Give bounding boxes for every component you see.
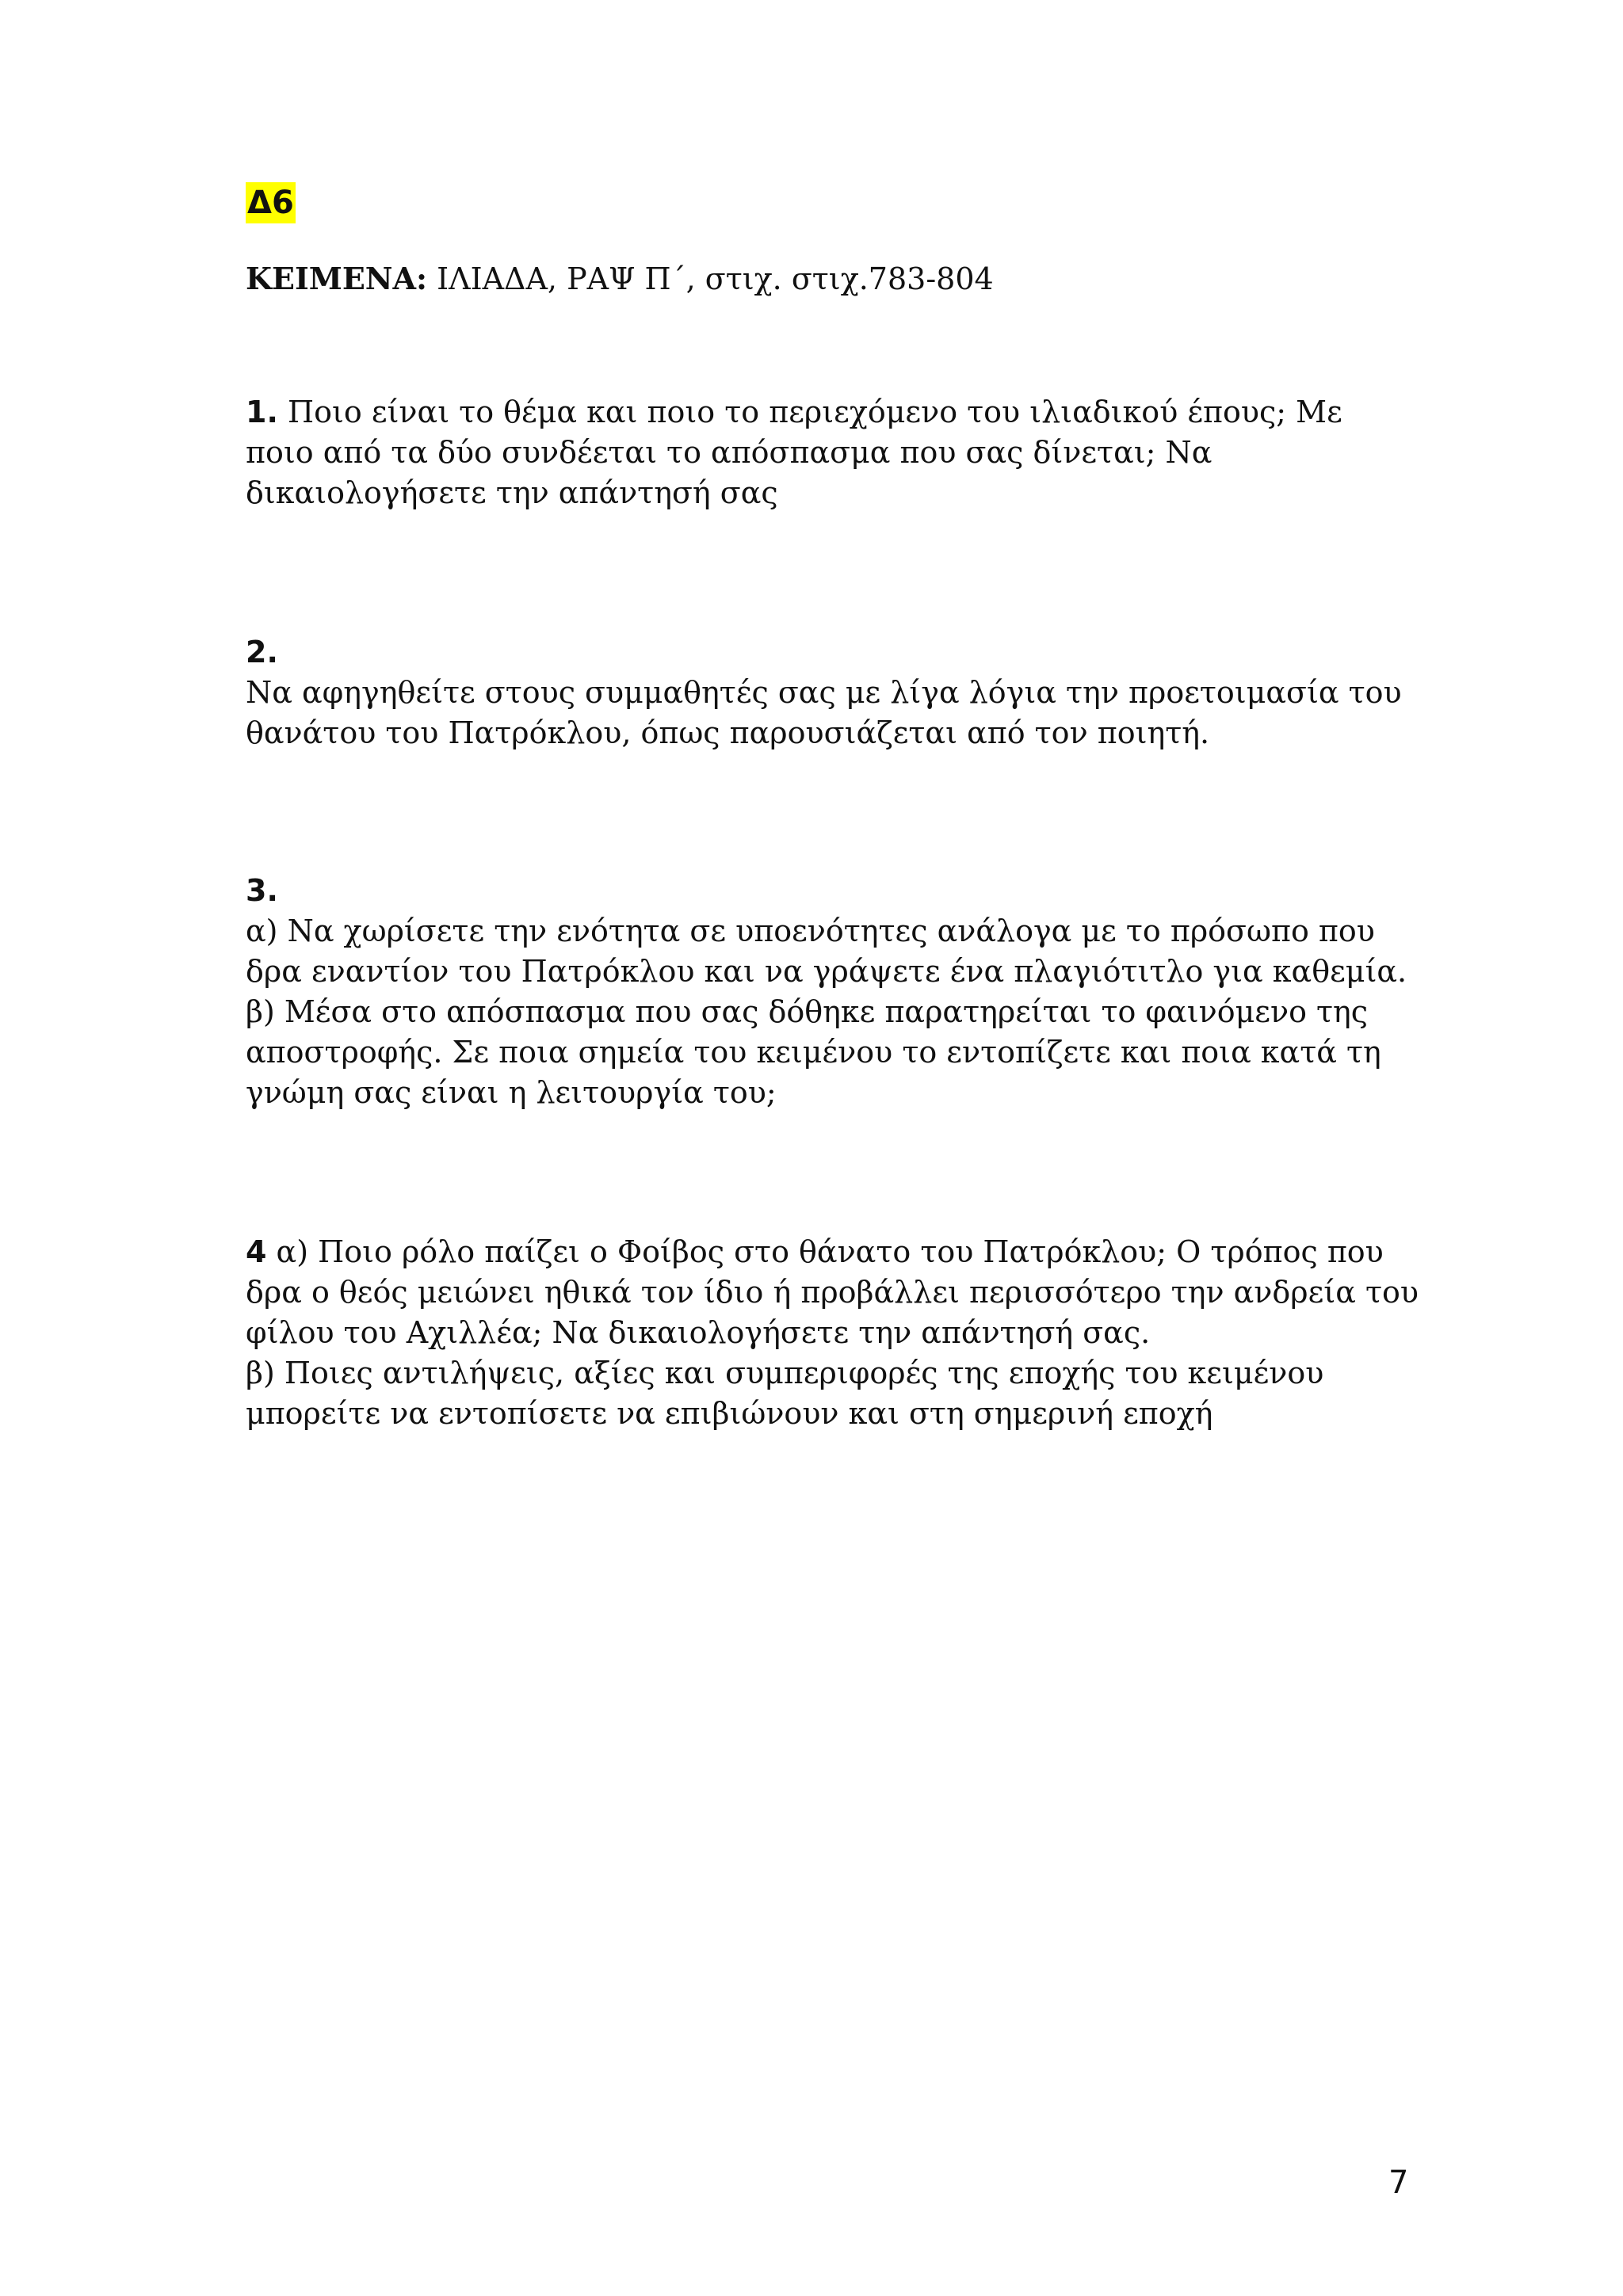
question-2 (246, 632, 1434, 753)
question-1-line-1 (246, 392, 1434, 433)
question-3-line-2: δρα εναντίον του Πατρόκλου και να γράψετε ένα πλαγιότιτλο για καθεμία. (246, 954, 1407, 989)
texts-value: ΙΛΙΑΔΑ, ΡΑΨ Π΄, στιχ. στιχ.783-804 (427, 261, 994, 296)
question-3-line-3: β) Μέσα στο απόσπασμα που σας δόθηκε παρατηρείται το φαινόμενο της (246, 994, 1369, 1029)
page-content (246, 182, 1434, 1434)
section-code-highlight: Δ6 (246, 182, 296, 223)
question-4-line-1 (246, 1232, 1434, 1272)
section-code-line (246, 182, 1434, 223)
page-number: 7 (1388, 2164, 1409, 2201)
question-3-line-1: α) Να χωρίσετε την ενότητα σε υποενότητες ανάλογα με το πρόσωπο που (246, 913, 1375, 948)
question-3-line-5: γνώμη σας είναι η λειτουργία του; (246, 1075, 777, 1110)
texts-line (246, 258, 1434, 299)
question-3-number: 3. (246, 873, 278, 908)
question-4 (246, 1232, 1434, 1434)
question-1-line-2: ποιο από τα δύο συνδέεται το απόσπασμα που σας δίνεται; Να (246, 435, 1212, 470)
question-4-number: 4 (246, 1234, 267, 1269)
question-1-line-3: δικαιολογήσετε την απάντησή σας (246, 475, 778, 510)
question-4-line-2: δρα ο θεός μειώνει ηθικά τον ίδιο ή προβάλλει περισσότερο την ανδρεία του (246, 1275, 1419, 1310)
question-3 (246, 871, 1434, 1113)
texts-label: ΚΕΙΜΕΝΑ: (246, 261, 428, 296)
question-4-line-3: φίλου του Αχιλλέα; Να δικαιολογήσετε την απάντησή σας. (246, 1315, 1151, 1350)
question-4-line-5: μπορείτε να εντοπίσετε να επιβιώνουν και στη σημερινή εποχή (246, 1396, 1213, 1431)
question-3-line-4: αποστροφής. Σε ποια σημεία του κειμένου το εντοπίζετε και ποια κατά τη (246, 1035, 1381, 1070)
question-1-number: 1. (246, 395, 278, 429)
question-4-text-1: α) Ποιο ρόλο παίζει ο Φοίβος στο θάνατο του Πατρόκλου; Ο τρόπος που (266, 1234, 1384, 1269)
question-2-number: 2. (246, 635, 278, 669)
question-1-text-1: Ποιο είναι το θέμα και ποιο το περιεχόμενο του ιλιαδικού έπους; Με (277, 395, 1342, 429)
question-2-line-1: Να αφηγηθείτε στους συμμαθητές σας με λίγα λόγια την προετοιμασία του (246, 675, 1402, 710)
question-1 (246, 392, 1434, 513)
question-2-line-2: θανάτου του Πατρόκλου, όπως παρουσιάζεται από τον ποιητή. (246, 715, 1210, 750)
question-4-line-4: β) Ποιες αντιλήψεις, αξίες και συμπεριφορές της εποχής του κειμένου (246, 1356, 1324, 1390)
